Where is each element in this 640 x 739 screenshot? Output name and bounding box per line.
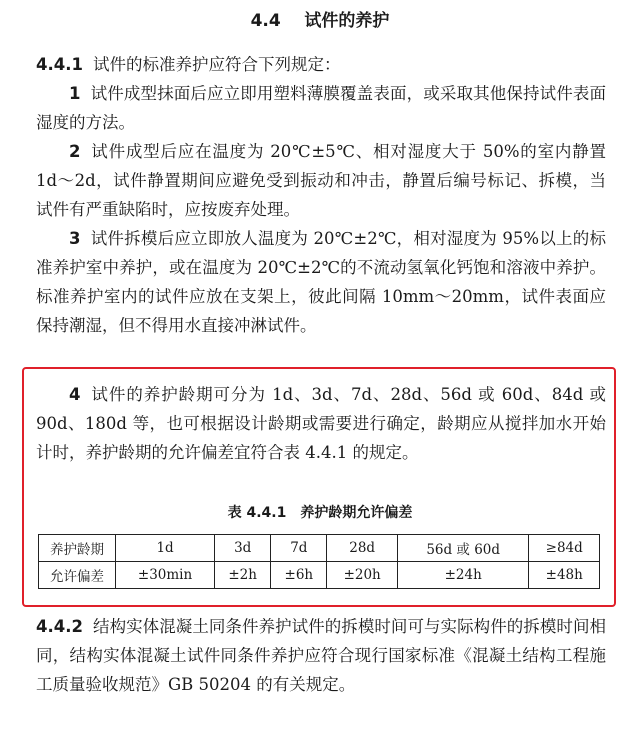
table-cell: 1d [116,535,215,562]
clause-number: 4.4.2 [36,617,83,636]
item-text: 试件成型后应在温度为 20℃±5℃、相对湿度大于 50%的室内静置 1d～2d，试件静置期间应避免受到振动和冲击，静置后编号标记、拆模，当试件有严重缺陷时，应按废弃处理。 [36,142,606,219]
clause-number: 4.4.1 [36,55,83,74]
table-cell: ±24h [397,562,529,589]
table-cell: ≥84d [529,535,600,562]
table-cell: ±2h [215,562,271,589]
item-number: 1 [69,84,81,103]
table-caption: 表 4.4.1 养护龄期允许偏差 [227,505,413,521]
item-4 [36,380,606,467]
item-text: 试件成型抹面后应立即用塑料薄膜覆盖表面，或采取其他保持试件表面湿度的方法。 [36,84,606,132]
item-text: 试件的养护龄期可分为 1d、3d、7d、28d、56d 或 60d、84d 或 90d、180d 等，也可根据设计龄期或需要进行确定，龄期应从搅拌加水开始计时，养护龄期的允许偏差宜符合表 4.4.1 的规定。 [36,385,606,462]
row-label-tolerance: 允许偏差 [39,562,116,589]
table-cell: 28d [327,535,397,562]
item-1 [36,79,606,137]
item-4-block [36,380,606,467]
clause-4-4-2 [36,612,606,699]
clause-lead-text: 试件的标准养护应符合下列规定： [92,55,341,74]
table-cell: 56d 或 60d [397,535,529,562]
table-cell: ±30min [116,562,215,589]
item-3 [36,224,606,340]
clause-text: 结构实体混凝土同条件养护试件的拆模时间可与实际构件的拆模时间相同，结构实体混凝土试件同条件养护应符合现行国家标准《混凝土结构工程施工质量验收规范》GB 50204 的有关规定。 [36,617,606,694]
section-title-text: 试件的养护 [304,11,390,31]
curing-age-tolerance-table [38,534,600,589]
item-2 [36,137,606,224]
table-cell: ±6h [271,562,327,589]
table-row-ages [39,535,600,562]
table-cell: 3d [215,535,271,562]
row-label-age: 养护龄期 [39,535,116,562]
item-number: 2 [69,142,81,161]
table-cell: ±48h [529,562,600,589]
table-cell: 7d [271,535,327,562]
clause-4-4-2-text [36,612,606,699]
section-number: 4.4 [250,11,281,31]
item-text: 试件拆模后应立即放人温度为 20℃±2℃，相对湿度为 95%以上的标准养护室中养护，或在温度为 20℃±2℃的不流动氢氧化钙饱和溶液中养护。标准养护室内的试件应放在支架上，彼此间隔 10mm～20mm，试件表面应保持潮湿，但不得用水直接冲淋试件。 [36,229,606,335]
item-number: 4 [69,385,81,404]
item-number: 3 [69,229,81,248]
section-title [0,6,640,31]
table-row-tolerances [39,562,600,589]
table-cell: ±20h [327,562,397,589]
clause-4-4-1 [36,50,606,340]
clause-4-4-1-lead [36,50,606,79]
